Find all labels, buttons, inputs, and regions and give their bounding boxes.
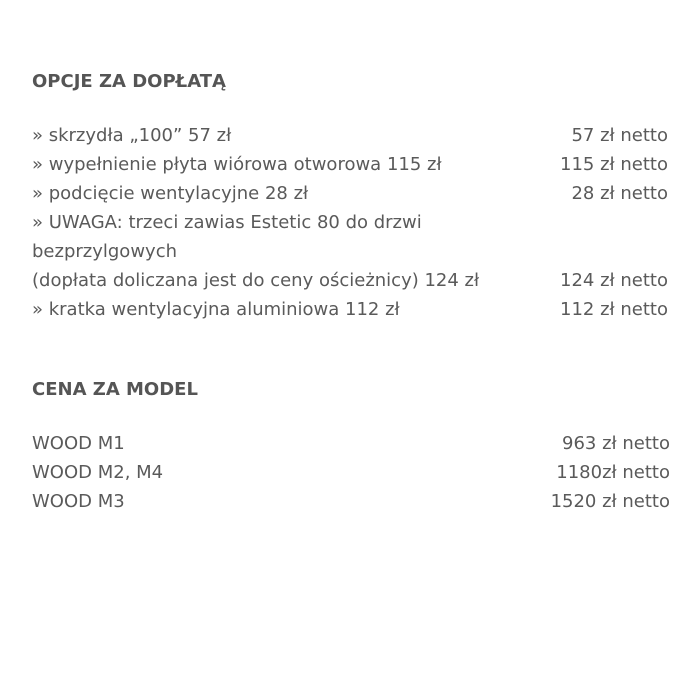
model-prices-list bbox=[32, 429, 670, 516]
list-item bbox=[32, 150, 668, 179]
list-item bbox=[32, 429, 670, 458]
option-price: 28 zł netto bbox=[571, 183, 668, 204]
list-item bbox=[32, 295, 668, 324]
option-label: » podcięcie wentylacyjne 28 zł bbox=[32, 183, 309, 204]
list-item bbox=[32, 458, 670, 487]
model-name: WOOD M3 bbox=[32, 491, 125, 512]
option-label: » UWAGA: trzeci zawias Estetic 80 do drzwi bezprzylgowych (dopłata doliczana jest do ceny ościeżnicy) 124 zł bbox=[32, 212, 480, 291]
options-heading: OPCJE ZA DOPŁATĄ bbox=[32, 71, 226, 92]
model-prices-heading: CENA ZA MODEL bbox=[32, 379, 198, 400]
list-item bbox=[32, 208, 668, 295]
list-item bbox=[32, 179, 668, 208]
model-price: 963 zł netto bbox=[562, 433, 670, 454]
model-name: WOOD M2, M4 bbox=[32, 462, 164, 483]
option-label: » skrzydła „100” 57 zł bbox=[32, 125, 232, 146]
option-price: 115 zł netto bbox=[560, 154, 668, 175]
list-item bbox=[32, 121, 668, 150]
options-list bbox=[32, 121, 668, 324]
option-price: 124 zł netto bbox=[560, 270, 668, 291]
model-price: 1520 zł netto bbox=[550, 491, 670, 512]
model-name: WOOD M1 bbox=[32, 433, 125, 454]
option-label: » wypełnienie płyta wiórowa otworowa 115 zł bbox=[32, 154, 442, 175]
option-label: » kratka wentylacyjna aluminiowa 112 zł bbox=[32, 299, 400, 320]
list-item bbox=[32, 487, 670, 516]
option-price: 112 zł netto bbox=[560, 299, 668, 320]
model-price: 1180zł netto bbox=[556, 462, 670, 483]
option-price: 57 zł netto bbox=[571, 125, 668, 146]
